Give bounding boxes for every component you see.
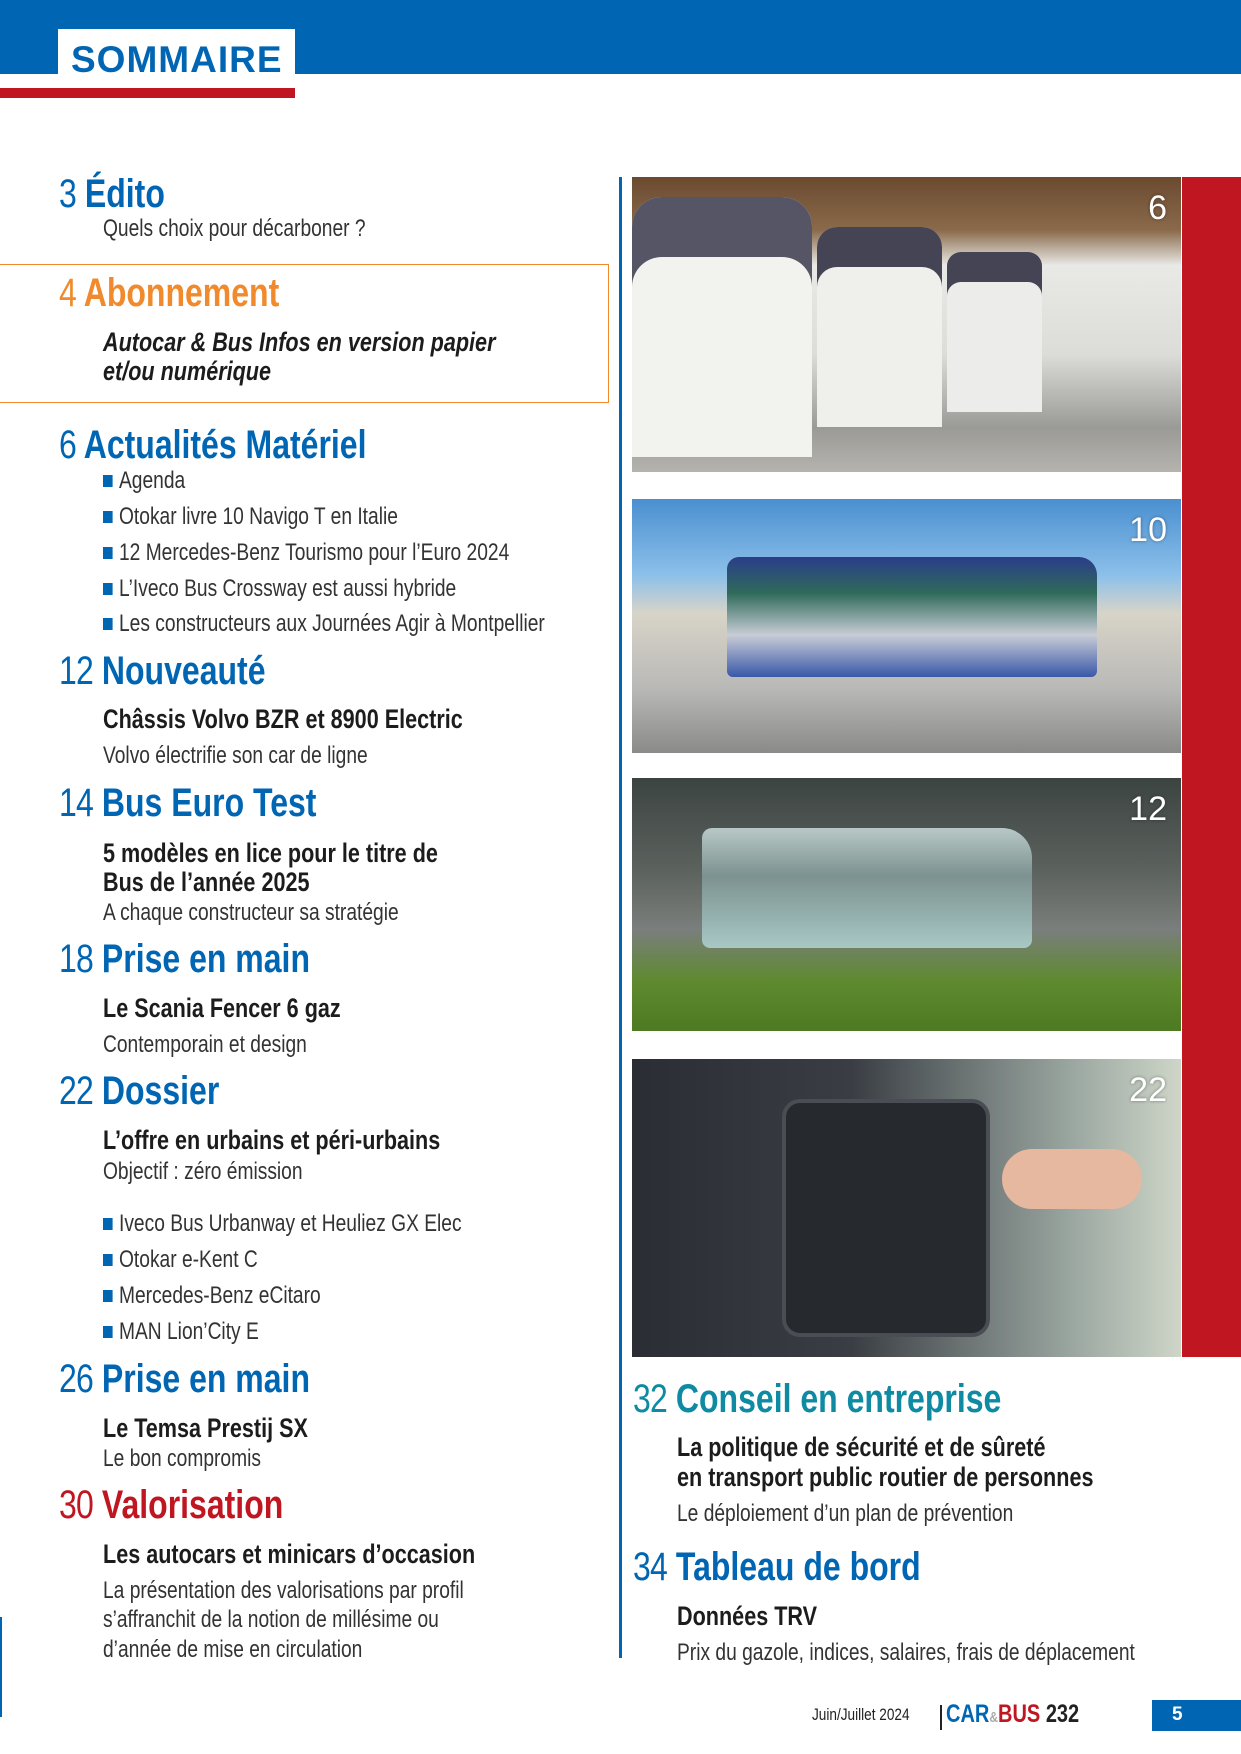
- minibus-shape: [947, 252, 1042, 412]
- page-number: 34: [633, 1545, 667, 1589]
- footer-separator: [940, 1705, 942, 1730]
- list-item: 12 Mercedes-Benz Tourismo pour l’Euro 2024: [103, 538, 611, 568]
- toc-conseil[interactable]: [633, 1377, 1093, 1421]
- photo-city-bus[interactable]: [632, 499, 1181, 753]
- section-subtitle: A chaque constructeur sa stratégie: [103, 899, 399, 926]
- photo-page-number: 10: [1129, 511, 1167, 549]
- abonnement-line: Autocar & Bus Infos en version papier: [103, 327, 496, 357]
- toc-dossier[interactable]: [59, 1069, 259, 1113]
- bullet-square-icon: [103, 1218, 113, 1230]
- page-number: 18: [59, 937, 93, 981]
- list-item: MAN Lion’City E: [103, 1317, 298, 1347]
- magazine-logo: CAR&BUS 232: [946, 1700, 1080, 1728]
- section-subtitle: Le bon compromis: [103, 1445, 261, 1472]
- section-subtitle: d’année de mise en circulation: [103, 1636, 363, 1663]
- abonnement-line: et/ou numérique: [103, 356, 272, 386]
- photo-charging-plug[interactable]: [632, 1059, 1181, 1357]
- toc-edito[interactable]: [59, 172, 191, 216]
- minibus-shape: [817, 227, 942, 427]
- bullet-square-icon: [103, 618, 113, 630]
- footer-date: Juin/Juillet 2024: [812, 1705, 910, 1724]
- section-title: Valorisation: [101, 1483, 284, 1527]
- page-title: SOMMAIRE: [71, 39, 283, 80]
- bullet-square-icon: [103, 475, 113, 487]
- page-number: 14: [59, 781, 93, 825]
- section-title: Nouveauté: [101, 649, 266, 693]
- page-number: 12: [59, 649, 93, 693]
- list-item: Otokar livre 10 Navigo T en Italie: [103, 502, 472, 532]
- page-number: 3: [59, 172, 76, 216]
- hand-shape: [1002, 1149, 1142, 1209]
- bullet-square-icon: [103, 511, 113, 523]
- section-subtitle: Objectif : zéro émission: [103, 1158, 303, 1185]
- column-divider: [619, 177, 622, 1658]
- photo-page-number: 6: [1148, 189, 1167, 227]
- page-number: 32: [633, 1377, 667, 1421]
- bus-shape: [702, 828, 1032, 948]
- section-title: Bus Euro Test: [101, 781, 317, 825]
- toc-bus-euro-test[interactable]: [59, 781, 381, 825]
- toc-valorisation[interactable]: [59, 1483, 339, 1527]
- section-subtitle: s’affranchit de la notion de millésime ou: [103, 1606, 439, 1633]
- list-item: Iveco Bus Urbanway et Heuliez GX Elec: [103, 1209, 551, 1239]
- minibus-shape: [632, 197, 812, 457]
- bullet-square-icon: [103, 547, 113, 559]
- bullet-square-icon: [103, 583, 113, 595]
- toc-nouveaute[interactable]: [59, 649, 317, 693]
- list-item: Mercedes-Benz eCitaro: [103, 1281, 375, 1311]
- article-title: Données TRV: [677, 1601, 818, 1631]
- article-title: Châssis Volvo BZR et 8900 Electric: [103, 704, 463, 734]
- page-number: 30: [59, 1483, 93, 1527]
- article-title: La politique de sécurité et de sûreté: [677, 1432, 1046, 1462]
- issue-number: 232: [1045, 1700, 1080, 1728]
- toc-prise-en-main-26[interactable]: [59, 1357, 373, 1401]
- section-subtitle: Volvo électrifie son car de ligne: [103, 742, 368, 769]
- page-number-badge: [1152, 1700, 1241, 1731]
- section-title: Abonnement: [83, 271, 280, 315]
- page-number: 26: [59, 1357, 93, 1401]
- article-title: L’offre en urbains et péri-urbains: [103, 1125, 441, 1155]
- bullet-square-icon: [103, 1290, 113, 1302]
- header-red-bar: [0, 88, 295, 98]
- bullet-square-icon: [103, 1254, 113, 1266]
- section-subtitle: La présentation des valorisations par profil: [103, 1577, 464, 1604]
- section-title: Prise en main: [101, 937, 311, 981]
- photo-minibus-row[interactable]: [632, 177, 1181, 472]
- photo-volvo-bus[interactable]: [632, 778, 1181, 1031]
- bullet-square-icon: [103, 1326, 113, 1338]
- list-item: Agenda: [103, 466, 206, 496]
- section-subtitle: Le déploiement d’un plan de prévention: [677, 1500, 1014, 1527]
- page-number: 22: [59, 1069, 93, 1113]
- section-title: Tableau de bord: [675, 1545, 921, 1589]
- bus-shape: [727, 557, 1097, 677]
- section-subtitle: Quels choix pour décarboner ?: [103, 215, 366, 242]
- article-title: Le Temsa Prestij SX: [103, 1413, 308, 1443]
- section-subtitle: Contemporain et design: [103, 1031, 307, 1058]
- article-title: 5 modèles en lice pour le titre de: [103, 838, 438, 868]
- article-title: en transport public routier de personnes: [677, 1462, 1094, 1492]
- section-subtitle: Prix du gazole, indices, salaires, frais de déplacement: [677, 1639, 1135, 1666]
- article-title: Les autocars et minicars d’occasion: [103, 1539, 476, 1569]
- list-item: Otokar e-Kent C: [103, 1245, 296, 1275]
- red-side-bar: [1182, 177, 1241, 1357]
- photo-page-number: 22: [1129, 1071, 1167, 1109]
- toc-actualites[interactable]: [59, 423, 443, 467]
- photo-page-number: 12: [1129, 790, 1167, 828]
- list-item: Les constructeurs aux Journées Agir à Montpellier: [103, 609, 655, 639]
- section-title: Édito: [84, 172, 165, 216]
- toc-tableau-de-bord[interactable]: [633, 1545, 993, 1589]
- article-title: Bus de l’année 2025: [103, 867, 310, 897]
- toc-prise-en-main-18[interactable]: [59, 937, 373, 981]
- toc-abonnement[interactable]: [59, 271, 334, 315]
- left-edge-line: [0, 1617, 2, 1717]
- section-title: Conseil en entreprise: [675, 1377, 1002, 1421]
- section-title: Actualités Matériel: [83, 423, 367, 467]
- section-title: Dossier: [101, 1069, 220, 1113]
- page-number: 4: [59, 271, 76, 315]
- charger-socket-shape: [782, 1099, 990, 1337]
- page-number: 6: [59, 423, 76, 467]
- list-item: L’Iveco Bus Crossway est aussi hybride: [103, 574, 545, 604]
- article-title: Le Scania Fencer 6 gaz: [103, 993, 341, 1023]
- current-page-number: 5: [1172, 1704, 1183, 1725]
- header-title-box: [58, 29, 295, 88]
- section-title: Prise en main: [101, 1357, 311, 1401]
